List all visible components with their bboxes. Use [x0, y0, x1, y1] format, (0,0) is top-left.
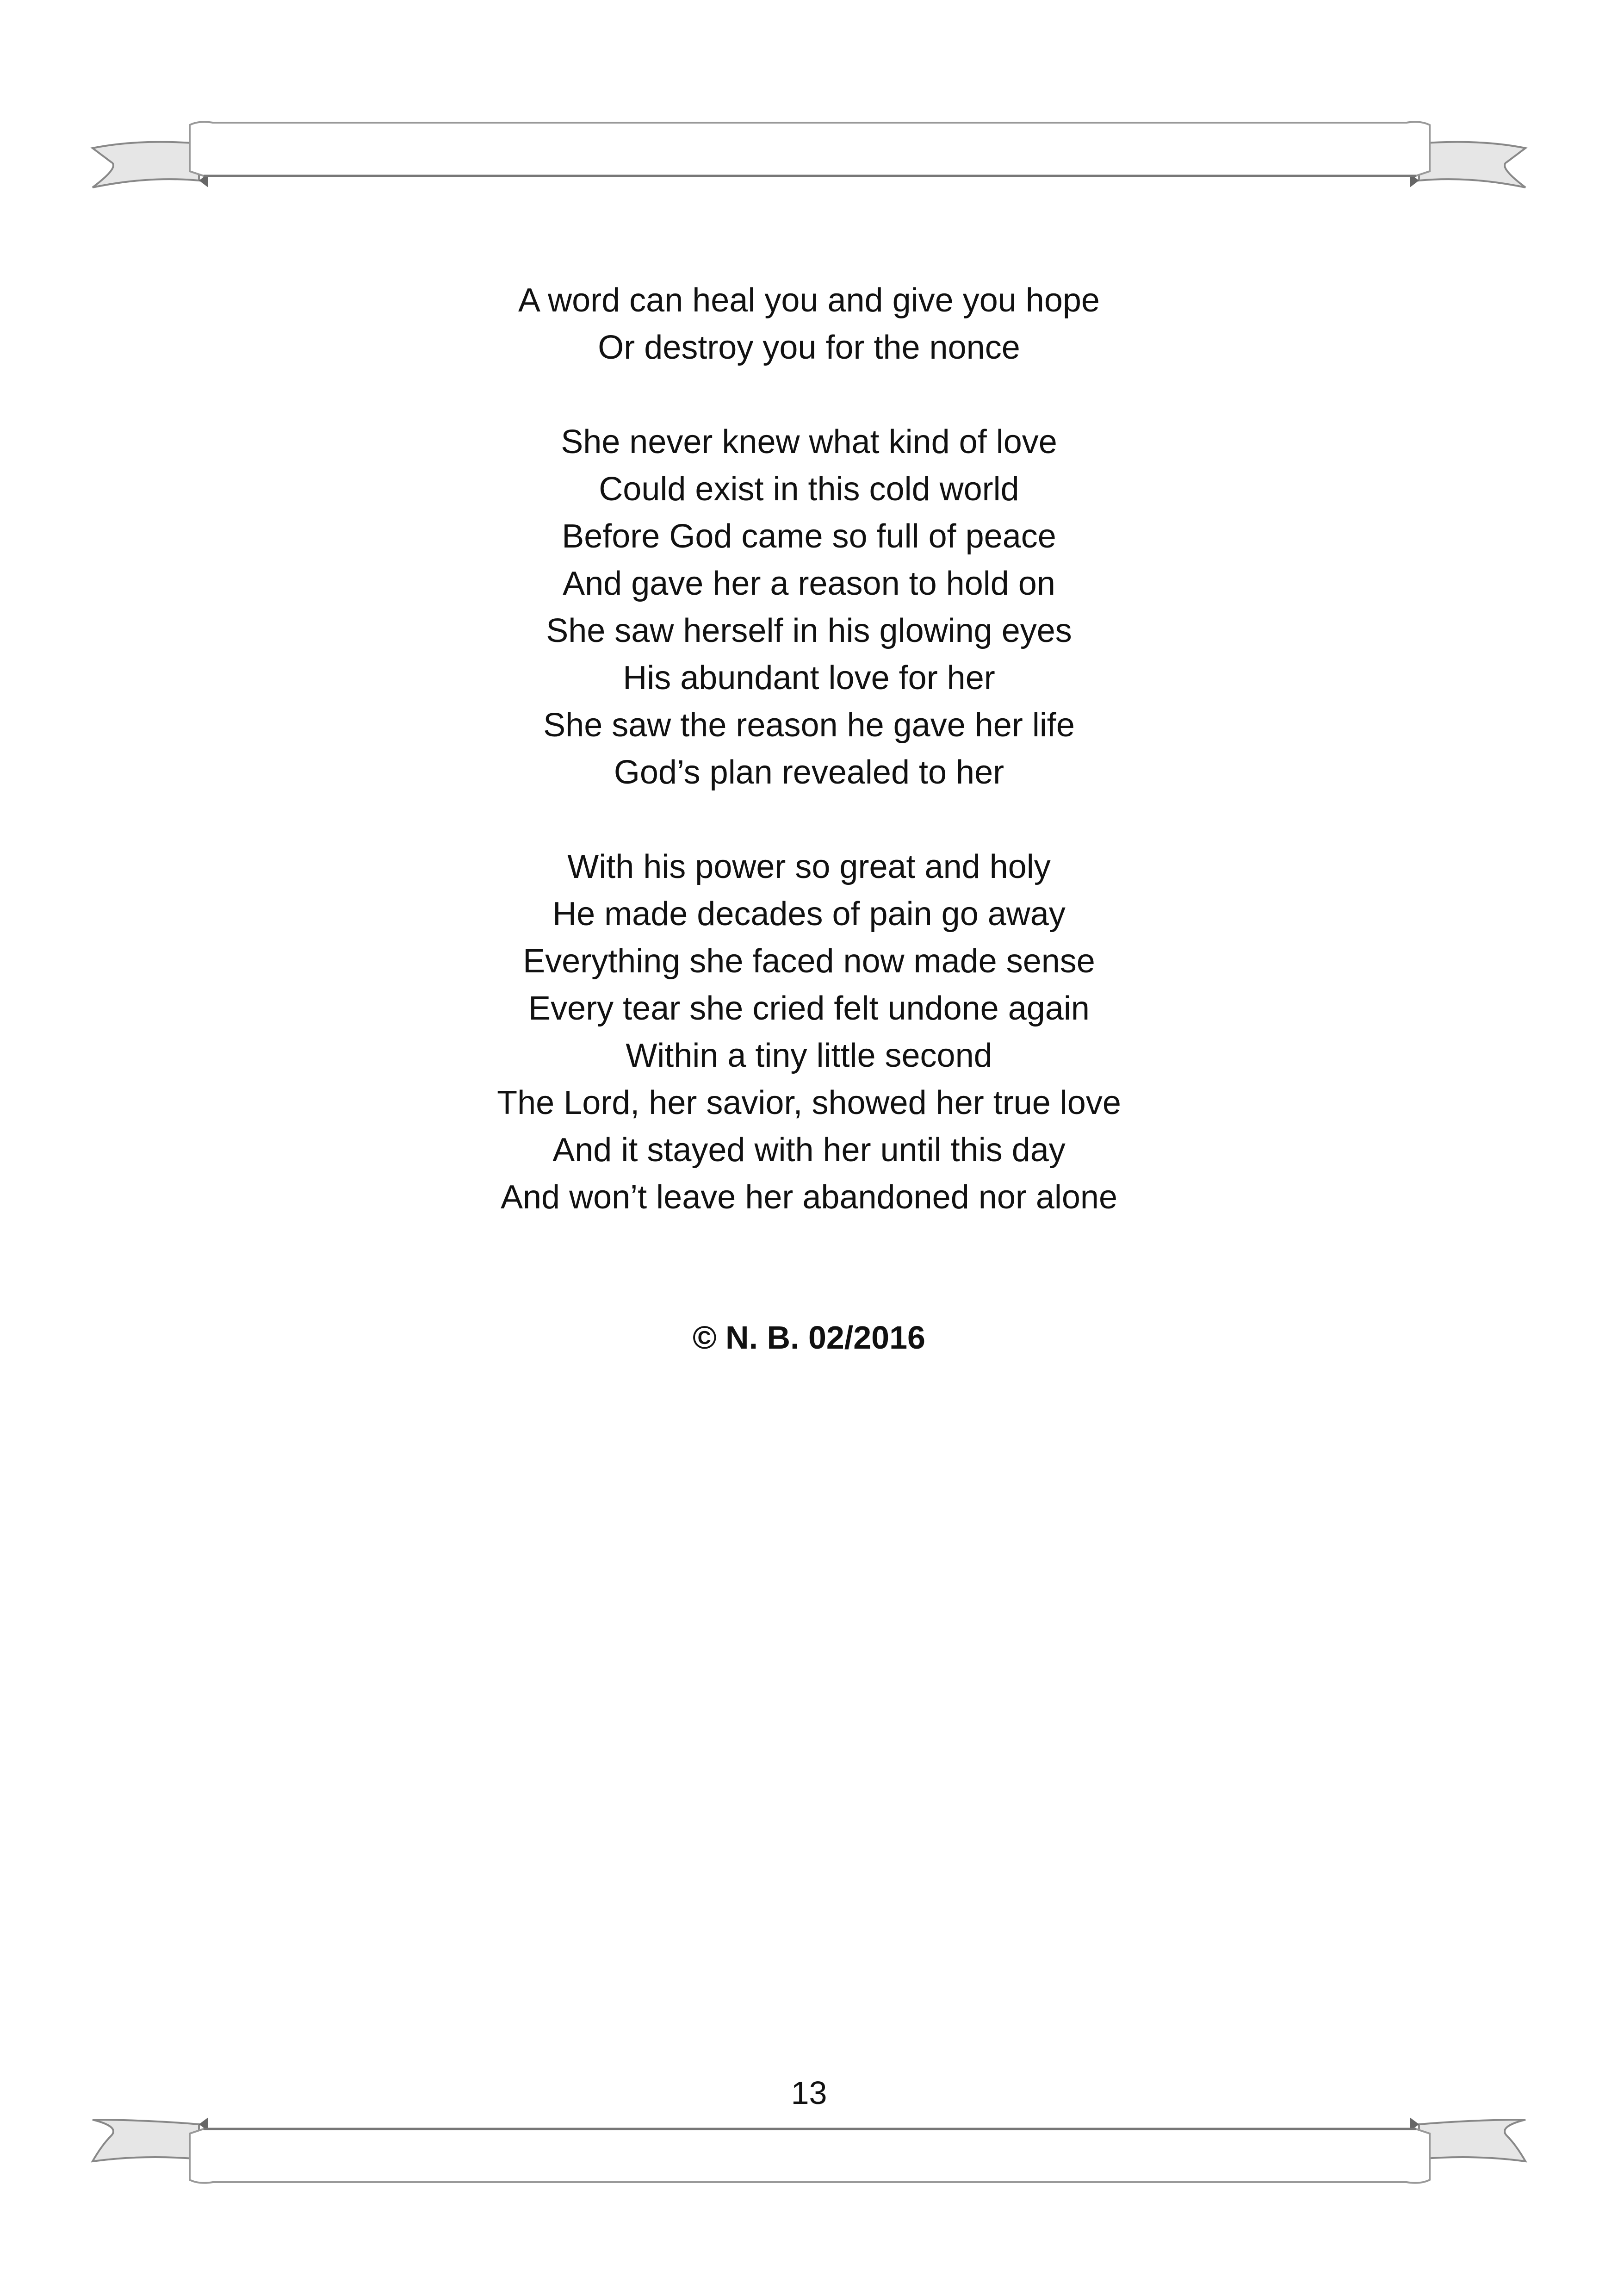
- page-number: 13: [791, 2075, 827, 2111]
- poem-line: Every tear she cried felt undone again: [528, 990, 1090, 1027]
- copyright-notice: © N. B. 02/2016: [693, 1319, 925, 1356]
- poem-line: Within a tiny little second: [626, 1037, 992, 1074]
- poem-line: She saw the reason he gave her life: [543, 707, 1075, 744]
- poem-line: Or destroy you for the nonce: [598, 329, 1020, 366]
- poem-line: And it stayed with her until this day: [552, 1132, 1066, 1169]
- poem-line: And won’t leave her abandoned nor alone: [500, 1179, 1118, 1216]
- stanza-gap: [0, 371, 1618, 418]
- poem-line: God’s plan revealed to her: [614, 754, 1004, 791]
- poem-line: Could exist in this cold world: [599, 471, 1019, 508]
- top-ribbon-banner: [0, 106, 1618, 208]
- poem-line: She never knew what kind of love: [561, 423, 1057, 460]
- poem-line: And gave her a reason to hold on: [563, 565, 1055, 602]
- poem-line: She saw herself in his glowing eyes: [546, 612, 1072, 649]
- stanza-2: [0, 418, 1618, 796]
- poem-line: Before God came so full of peace: [562, 518, 1056, 555]
- poem-line: A word can heal you and give you hope: [518, 282, 1100, 319]
- poem-line: With his power so great and holy: [567, 848, 1051, 885]
- poem-line: He made decades of pain go away: [552, 896, 1066, 933]
- stanza-gap: [0, 796, 1618, 843]
- stanza-1: [0, 277, 1618, 371]
- poem-line: Everything she faced now made sense: [523, 943, 1095, 980]
- poem: [0, 277, 1618, 1221]
- stanza-3: [0, 843, 1618, 1221]
- poem-line: The Lord, her savior, showed her true love: [497, 1084, 1121, 1121]
- poem-line: His abundant love for her: [623, 660, 995, 697]
- bottom-ribbon-banner: [0, 2101, 1618, 2203]
